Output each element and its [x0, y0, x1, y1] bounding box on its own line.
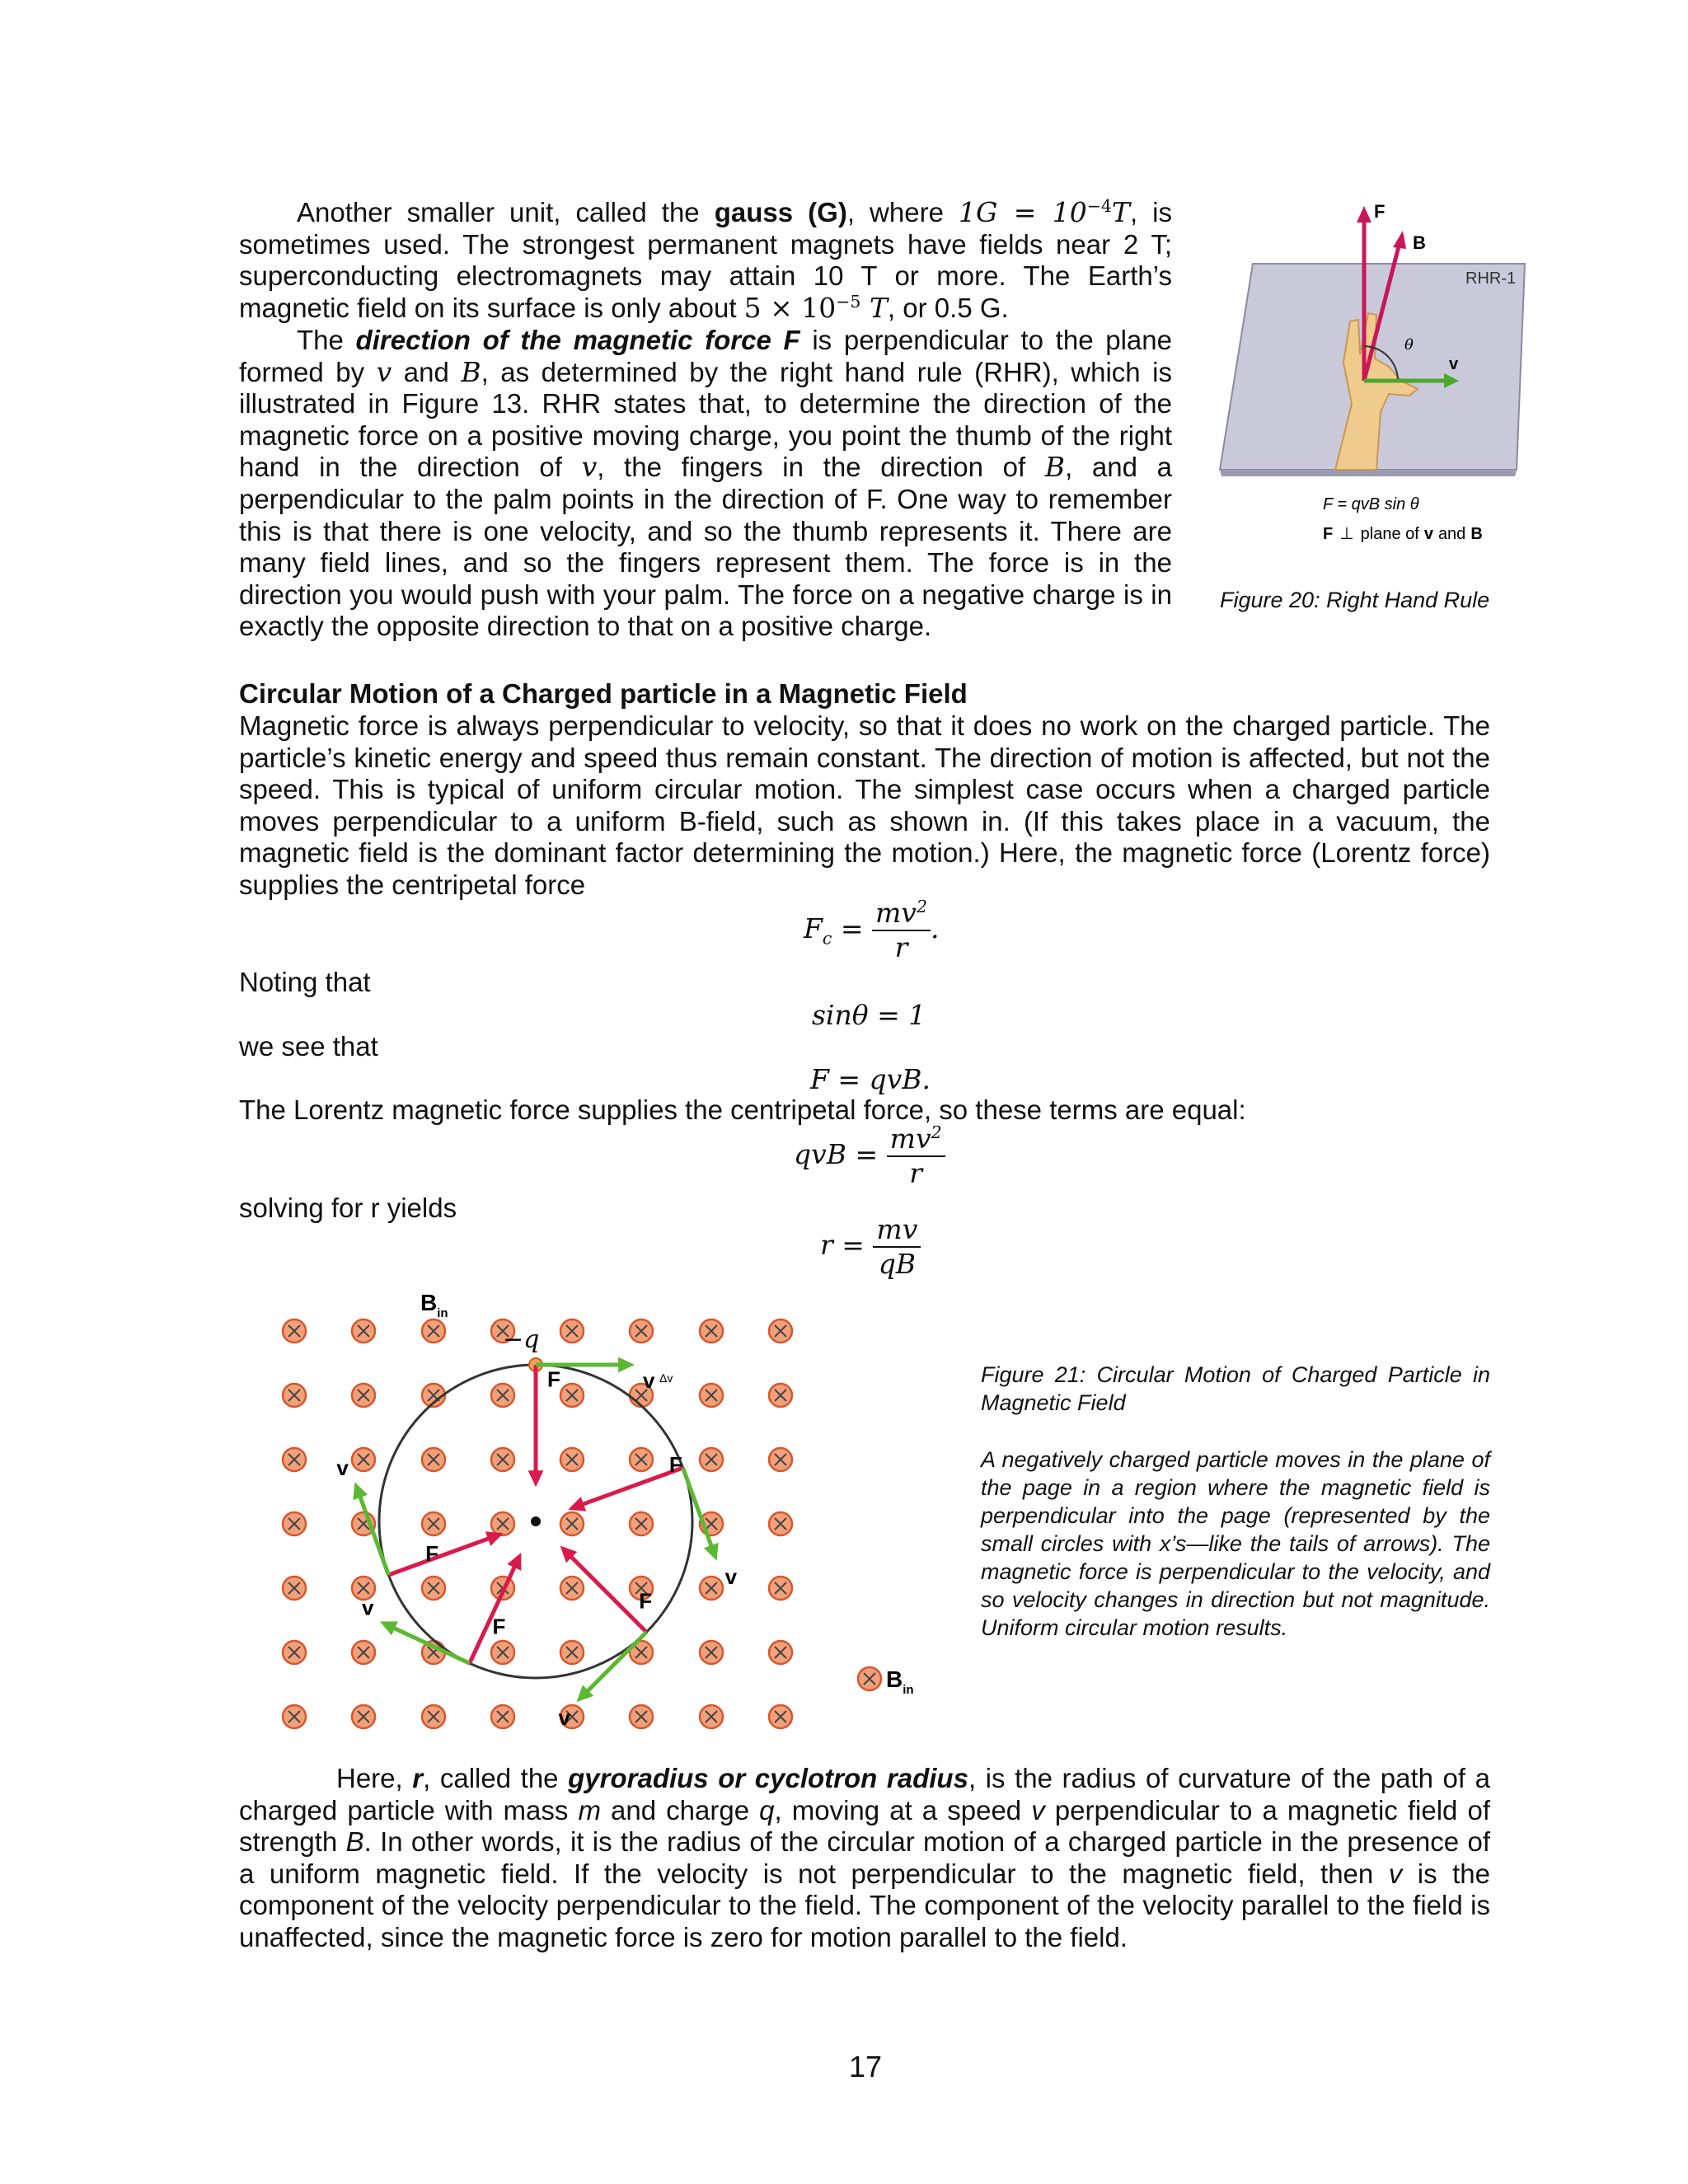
- page-number: 17: [848, 2050, 883, 2083]
- rhr-tag: RHR-1: [1465, 269, 1517, 288]
- label-B: B: [1413, 232, 1426, 253]
- force-arrow: [388, 1538, 490, 1575]
- section-heading: Circular Motion of a Charged particle in a Magnetic Field: [239, 678, 968, 709]
- dv-label: Δv: [659, 1371, 673, 1385]
- charge-label: −q: [503, 1325, 540, 1354]
- equation-force: F = qvB.: [810, 1063, 931, 1095]
- figure-circular-motion: [264, 1282, 940, 1751]
- we-see-text: we see that: [239, 1031, 378, 1062]
- force-label: F: [639, 1588, 653, 1614]
- force-arrow-head: [568, 1497, 586, 1511]
- paragraph-gauss: Another smaller unit, called the gauss (G), where $1G = 10^{-4}T$, is sometimes used. The strongest permanent magnets have fields near 2 T; superconducting electromagnets may attain 10 T or more. The Earth’s magnetic field on its surface is only about $5 \times 10^{-5}$ T, or 0.5 G.: [239, 196, 1173, 324]
- velocity-label: v: [361, 1595, 374, 1620]
- formula: F = qvB sin θ: [1323, 495, 1419, 513]
- force-label: F: [425, 1540, 438, 1566]
- velocity-label: v: [558, 1705, 570, 1731]
- force-arrow-head: [528, 1470, 544, 1487]
- label-v: v: [1449, 355, 1459, 373]
- force-label: F: [547, 1366, 560, 1392]
- lorentz-line: The Lorentz magnetic force supplies the centripetal force, so these terms are equal:: [239, 1094, 1246, 1125]
- equation-centripetal: $F_c$ = $\frac{mv^2}{r}$ .: [804, 897, 940, 963]
- section-body: Magnetic force is always perpendicular to velocity, so that it does no work on the charged particle. The particle’s kinetic energy and speed thus remain constant. The direction of motion is affected, but not the speed. This is typical of uniform circular motion. The simplest case occurs when a charged particle moves perpendicular to a uniform B-field, such as shown in. (If this takes place in a vacuum, the magnetic field is the dominant factor determining the motion.) Here, the magnetic force (Lorentz force) supplies the centripetal force: [239, 710, 1490, 900]
- perpendicular-note: F ⊥ plane of v and B: [1323, 525, 1483, 543]
- figure-20-caption: Figure 20: Right Hand Rule: [1220, 588, 1490, 612]
- figure-21-caption-title: Figure 21: Circular Motion of Charged Particle in Magnetic Field: [981, 1362, 1490, 1415]
- noting-text: Noting that: [239, 967, 371, 997]
- b-in-label: $B_{in}$: [420, 1290, 448, 1320]
- velocity-arrow-head: [704, 1543, 719, 1561]
- force-arrow: [582, 1468, 683, 1505]
- solving-text: solving for r yields: [239, 1193, 457, 1223]
- velocity-label: v: [724, 1563, 738, 1589]
- velocity-label: v: [336, 1455, 349, 1481]
- paragraph-rhr: The direction of the magnetic force F is perpendicular to the plane formed by v and B, as determined by the right hand rule (RHR), which is illustrated in Figure 13. RHR states that, to determine the direction of the magnetic force on a positive moving charge, you point the thumb of the right hand in the direction of v, the fingers in the direction of B, and a perpendicular to the palm points in the direction of F. One way to remember this is that there is one velocity, and so the thumb represents it. There are many field lines, and so the fingers represent them. The force is in the direction you would push with your palm. The force on a negative charge is in exactly the opposite direction to that on a positive charge.: [239, 325, 1172, 642]
- equation-equal: qvB = $\frac{mv^2}{r}$: [794, 1122, 945, 1190]
- velocity-arrow-head: [353, 1482, 368, 1500]
- figure-21-caption-body: A negatively charged particle moves in the plane of the page in a region where the magnetic field is perpendicular into the page (represented by the small circles with x’s—like the tails of arrows). The magnetic force is perpendicular to the velocity, and so velocity changes in direction but not magnitude. Uniform circular motion results.: [981, 1447, 1490, 1640]
- center-dot: [531, 1516, 541, 1526]
- legend-b-label: $B_{in}$: [886, 1666, 914, 1697]
- label-F: F: [1374, 201, 1386, 222]
- equation-radius: r = $\frac{mv}{qB}$: [820, 1213, 921, 1281]
- force-label: F: [492, 1614, 506, 1639]
- force-arrow-head: [485, 1531, 504, 1546]
- label-theta: θ: [1404, 336, 1414, 354]
- velocity-arrow: [683, 1468, 712, 1547]
- force-label: F: [668, 1452, 682, 1478]
- velocity-label: v: [643, 1368, 655, 1393]
- paragraph-gyroradius: Here, r, called the gyroradius or cyclotron radius, is the radius of curvature of the path of a charged particle with mass m and charge q, moving at a speed v perpendicular to a magnetic field of strength B. In other words, it is the radius of the circular motion of a charged particle in the presence of a uniform magnetic field. If the velocity is not perpendicular to the magnetic field, then v is the component of the velocity perpendicular to the field. The component of the velocity parallel to the field is unaffected, since the magnetic force is zero for motion parallel to the field.: [239, 1763, 1490, 1952]
- equation-sin: sinθ = 1: [812, 999, 926, 1031]
- figure-right-hand-rule: [1212, 198, 1541, 560]
- velocity-arrow-head: [618, 1357, 635, 1373]
